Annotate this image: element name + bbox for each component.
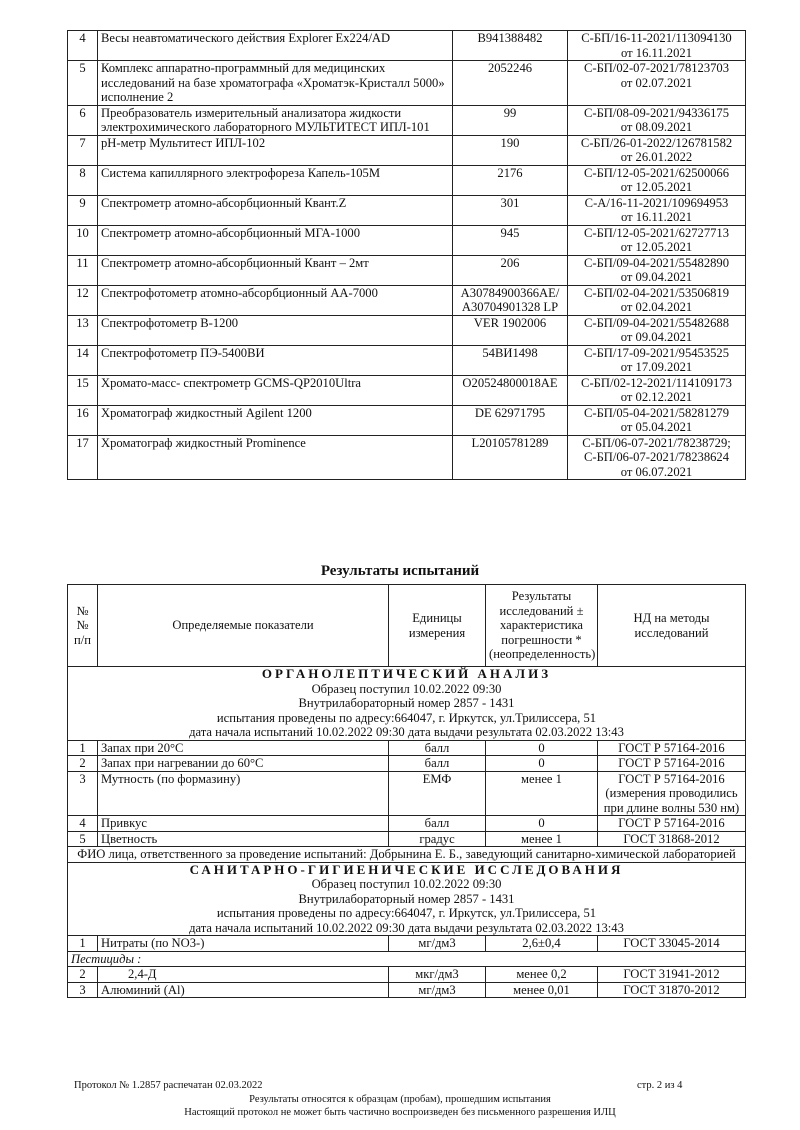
certificate-line: С-БП/09-04-2021/55482890: [583, 255, 730, 270]
table-row: [68, 982, 746, 998]
row-value: менее 0,2: [486, 967, 598, 983]
certificate-line: от 08.09.2021: [620, 120, 693, 134]
equipment-row: [68, 345, 746, 375]
certificate-line: от 09.04.2021: [620, 330, 693, 344]
row-unit: балл: [389, 740, 486, 756]
table-row: [68, 967, 746, 983]
equipment-row: [68, 165, 746, 195]
certificate-line: С-БП/12-05-2021/62500066: [583, 165, 730, 180]
equipment-serial: DE 62971795: [453, 405, 568, 435]
equipment-row: [68, 105, 746, 135]
equipment-row: [68, 375, 746, 405]
section-organoleptic-head: [68, 667, 746, 741]
row-indicator: Запах при 20°С: [98, 740, 389, 756]
equipment-row: [68, 135, 746, 165]
equipment-serial: 206: [453, 255, 568, 285]
equipment-name: Хромато-масс- спектрометр GCMS-QP2010Ultra: [98, 375, 453, 405]
equipment-row: [68, 225, 746, 255]
equipment-certificate: [568, 135, 746, 165]
equipment-row: [68, 405, 746, 435]
protocol-print-info: Протокол № 1.2857 распечатан 02.03.2022: [74, 1080, 263, 1091]
equipment-name: Весы неавтоматического действия Explorer Ex224/AD: [98, 31, 453, 61]
certificate-line: С-БП/09-04-2021/55482688: [583, 315, 730, 330]
equipment-serial: 301: [453, 195, 568, 225]
responsible-row: [68, 847, 746, 863]
equipment-serial: 54ВИ1498: [453, 345, 568, 375]
equipment-serial: B941388482: [453, 31, 568, 61]
equipment-num: 17: [68, 435, 98, 480]
equipment-num: 8: [68, 165, 98, 195]
row-value: 2,6±0,4: [486, 936, 598, 952]
row-indicator: Привкус: [98, 816, 389, 832]
equipment-certificate: [568, 315, 746, 345]
row-nd: ГОСТ 31868-2012: [598, 831, 746, 847]
certificate-line: от 16.11.2021: [621, 210, 692, 224]
certificate-line: С-БП/26-01-2022/126781582: [580, 135, 733, 150]
row-unit: балл: [389, 756, 486, 772]
certificate-line: от 05.04.2021: [620, 420, 693, 434]
row-nd: ГОСТ Р 57164-2016: [598, 816, 746, 832]
equipment-num: 15: [68, 375, 98, 405]
certificate-line: от 26.01.2022: [620, 150, 693, 164]
section-sanitary-head: [68, 862, 746, 936]
equipment-name: Спектрофотометр атомно-абсорбционный AA-7000: [98, 285, 453, 315]
equipment-num: 12: [68, 285, 98, 315]
certificate-line: С-БП/12-05-2021/62727713: [583, 225, 730, 240]
certificate-line: С-А/16-11-2021/109694953: [584, 195, 729, 210]
lab-number: Внутрилабораторный номер 2857 - 1431: [298, 891, 515, 906]
row-num: 2: [68, 756, 98, 772]
equipment-num: 16: [68, 405, 98, 435]
equipment-num: 6: [68, 105, 98, 135]
table-row: [68, 816, 746, 832]
header-result: Результаты исследований ± характеристика погрешности *(неопределенность): [486, 585, 598, 667]
equipment-name: Спектрометр атомно-абсорбционный Квант – 2мт: [98, 255, 453, 285]
equipment-name: Хроматограф жидкостный Prominence: [98, 435, 453, 480]
results-title: Результаты испытаний: [320, 563, 480, 579]
row-value: менее 1: [486, 831, 598, 847]
row-value: менее 1: [486, 771, 598, 816]
certificate-line: С-БП/17-09-2021/95453525: [583, 345, 730, 360]
equipment-certificate: [568, 255, 746, 285]
row-unit: мг/дм3: [389, 936, 486, 952]
equipment-name: Система капиллярного электрофореза Капель-105М: [98, 165, 453, 195]
equipment-name: pH-метр Мультитест ИПЛ-102: [98, 135, 453, 165]
results-header-row: [68, 585, 746, 667]
section-title: ОРГАНОЛЕПТИЧЕСКИЙ АНАЛИЗ: [261, 666, 552, 681]
row-num: 5: [68, 831, 98, 847]
equipment-row: [68, 255, 746, 285]
certificate-line: С-БП/06-07-2021/78238624: [583, 450, 730, 464]
test-address: испытания проведены по адресу:664047, г. Иркутск, ул.Трилиссера, 51: [216, 906, 597, 920]
row-value: 0: [486, 816, 598, 832]
table-row: [68, 756, 746, 772]
footer-copyright-note: Настоящий протокол не может быть частично воспроизведен без письменного разрешения ИЛЦ: [184, 1107, 616, 1118]
sample-received: Образец поступил 10.02.2022 09:30: [311, 681, 502, 696]
sample-received: Образец поступил 10.02.2022 09:30: [311, 877, 502, 891]
equipment-name: Спектрофотометр ПЭ-5400ВИ: [98, 345, 453, 375]
row-indicator: Запах при нагревании до 60°С: [98, 756, 389, 772]
certificate-line: С-БП/02-04-2021/53506819: [583, 285, 730, 300]
equipment-certificate: [568, 375, 746, 405]
row-nd: ГОСТ 31870-2012: [598, 982, 746, 998]
test-address: испытания проведены по адресу:664047, г. Иркутск, ул.Трилиссера, 51: [216, 710, 597, 725]
equipment-row: [68, 61, 746, 106]
certificate-line: С-БП/08-09-2021/94336175: [583, 105, 730, 120]
equipment-certificate: [568, 195, 746, 225]
certificate-line: от 12.05.2021: [620, 180, 693, 194]
equipment-row: [68, 195, 746, 225]
equipment-name: Спектрометр атомно-абсорбционный Квант.Z: [98, 195, 453, 225]
equipment-table: [67, 30, 746, 480]
certificate-line: С-БП/02-07-2021/78123703: [583, 61, 730, 75]
row-num: 4: [68, 816, 98, 832]
equipment-certificate: [568, 225, 746, 255]
equipment-certificate: [568, 405, 746, 435]
row-nd: ГОСТ Р 57164-2016 (измерения проводились при длине волны 530 нм): [598, 771, 746, 816]
header-num: №№ п/п: [68, 585, 98, 667]
equipment-certificate: [568, 105, 746, 135]
equipment-serial: 190: [453, 135, 568, 165]
certificate-line: от 16.11.2021: [621, 45, 692, 60]
certificate-line: от 02.12.2021: [620, 390, 693, 404]
row-value: 0: [486, 740, 598, 756]
table-row: [68, 740, 746, 756]
row-indicator: 2,4-Д: [98, 967, 389, 983]
pesticides-subheader-row: [68, 951, 746, 967]
row-unit: мг/дм3: [389, 982, 486, 998]
equipment-name: Спектрофотометр В-1200: [98, 315, 453, 345]
certificate-line: С-БП/02-12-2021/114109173: [581, 375, 732, 390]
certificate-line: от 17.09.2021: [620, 360, 693, 374]
equipment-row: [68, 285, 746, 315]
row-indicator: Алюминий (Al): [98, 982, 389, 998]
row-unit: градус: [389, 831, 486, 847]
equipment-certificate: [568, 31, 746, 61]
certificate-line: С-БП/05-04-2021/58281279: [583, 405, 730, 420]
row-unit: балл: [389, 816, 486, 832]
lab-number: Внутрилабораторный номер 2857 - 1431: [298, 696, 515, 710]
row-num: 3: [68, 982, 98, 998]
test-dates: дата начала испытаний 10.02.2022 09:30 дата выдачи результата 02.03.2022 13:43: [189, 725, 624, 739]
equipment-num: 14: [68, 345, 98, 375]
pesticides-subheader: Пестициды :: [68, 951, 746, 967]
certificate-line: от 09.04.2021: [620, 270, 693, 284]
row-indicator: Нитраты (по NO3-): [98, 936, 389, 952]
equipment-num: 13: [68, 315, 98, 345]
equipment-num: 11: [68, 255, 98, 285]
row-nd: ГОСТ Р 57164-2016: [598, 756, 746, 772]
equipment-certificate: [568, 345, 746, 375]
equipment-num: 5: [68, 61, 98, 106]
row-num: 1: [68, 936, 98, 952]
row-nd: ГОСТ 31941-2012: [598, 967, 746, 983]
row-num: 2: [68, 967, 98, 983]
equipment-serial: 99: [453, 105, 568, 135]
results-table: [67, 584, 746, 998]
equipment-name: Спектрометр атомно-абсорбционный МГА-1000: [98, 225, 453, 255]
row-unit: ЕМФ: [389, 771, 486, 816]
equipment-row: [68, 435, 746, 480]
equipment-num: 9: [68, 195, 98, 225]
equipment-serial: L20105781289: [453, 435, 568, 480]
footer-note: Результаты относятся к образцам (пробам), прошедшим испытания: [249, 1094, 551, 1105]
test-dates: дата начала испытаний 10.02.2022 09:30 дата выдачи результата 02.03.2022 13:43: [189, 920, 624, 935]
equipment-row: [68, 315, 746, 345]
equipment-num: 10: [68, 225, 98, 255]
responsible-person: ФИО лица, ответственного за проведение испытаний: Добрынина Е. Б., заведующий санитарно-химической лабораторией: [68, 847, 746, 863]
certificate-line: С-БП/06-07-2021/78238729;: [582, 435, 731, 450]
equipment-certificate: [568, 285, 746, 315]
row-num: 1: [68, 740, 98, 756]
row-indicator: Мутность (по формазину): [98, 771, 389, 816]
equipment-serial: 2176: [453, 165, 568, 195]
equipment-serial: VER 1902006: [453, 315, 568, 345]
equipment-num: 4: [68, 31, 98, 61]
page-number: стр. 2 из 4: [637, 1080, 683, 1091]
equipment-serial: O20524800018AE: [453, 375, 568, 405]
row-num: 3: [68, 771, 98, 816]
equipment-certificate: [568, 61, 746, 106]
row-value: 0: [486, 756, 598, 772]
row-nd: ГОСТ Р 57164-2016: [598, 740, 746, 756]
certificate-line: С-БП/16-11-2021/113094130: [581, 31, 732, 45]
certificate-line: от 02.04.2021: [620, 300, 693, 314]
equipment-serial: 2052246: [453, 61, 568, 106]
table-row: [68, 771, 746, 816]
row-unit: мкг/дм3: [389, 967, 486, 983]
equipment-row: [68, 31, 746, 61]
equipment-certificate: [568, 435, 746, 480]
row-nd: ГОСТ 33045-2014: [598, 936, 746, 952]
equipment-certificate: [568, 165, 746, 195]
row-value: менее 0,01: [486, 982, 598, 998]
equipment-name: Преобразователь измерительный анализатора жидкости электрохимического лабораторного МУЛЬТИТЕСТ ИПЛ-101: [98, 105, 453, 135]
equipment-name: Комплекс аппаратно-программный для медицинских исследований на базе хроматографа «Хроматэк-Кристалл 5000» исполнение 2: [98, 61, 453, 106]
certificate-line: от 02.07.2021: [620, 75, 693, 90]
certificate-line: от 06.07.2021: [620, 464, 693, 479]
header-nd: НД на методы исследований: [598, 585, 746, 667]
header-unit: Единицы измерения: [389, 585, 486, 667]
equipment-num: 7: [68, 135, 98, 165]
table-row: [68, 831, 746, 847]
section-title: САНИТАРНО-ГИГИЕНИЧЕСКИЕ ИССЛЕДОВАНИЯ: [189, 861, 624, 877]
header-indicator: Определяемые показатели: [98, 585, 389, 667]
table-row: [68, 936, 746, 952]
equipment-serial: A30784900366AE/ A30704901328 LP: [453, 285, 568, 315]
equipment-name: Хроматограф жидкостный Agilent 1200: [98, 405, 453, 435]
row-indicator: Цветность: [98, 831, 389, 847]
certificate-line: от 12.05.2021: [620, 240, 693, 254]
equipment-serial: 945: [453, 225, 568, 255]
